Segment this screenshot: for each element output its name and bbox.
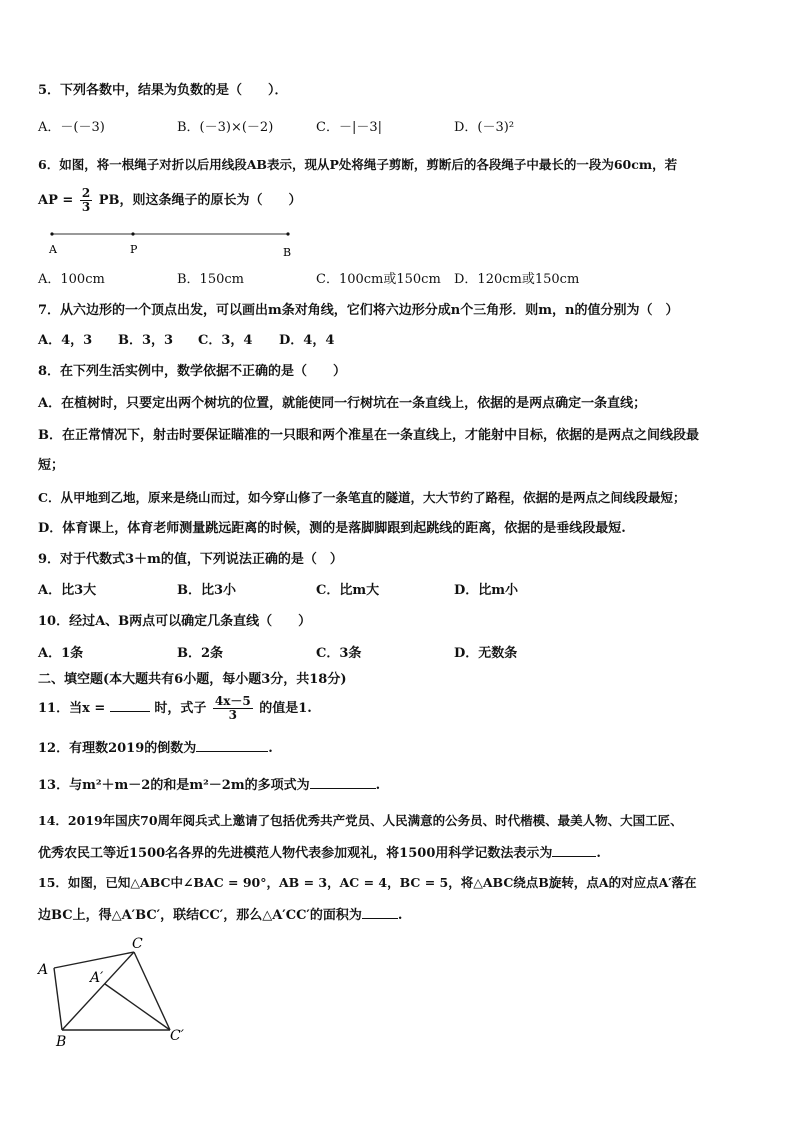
label-c-prime: C′ [170, 1028, 184, 1044]
q8-option-c: C．从甲地到乙地，原来是绕山而过，如今穿山修了一条笔直的隧道，大大节约了路程，依据的是两点之间线段最短； [38, 490, 686, 505]
label-p: P [130, 243, 138, 256]
q15-line2-post: . [397, 908, 403, 923]
q11-line [38, 693, 312, 725]
q9-option-d: D．比m小 [454, 583, 519, 598]
q13-post: . [375, 778, 381, 793]
q12-line [38, 739, 273, 757]
point-b [286, 232, 289, 235]
q10-stem: 10．经过A、B两点可以确定几条直线（ ） [38, 614, 312, 629]
q9-option-b: B．比3小 [177, 583, 237, 598]
q11-mid: 时，式子 [154, 701, 207, 716]
q9-stem: 9．对于代数式3＋m的值，下列说法正确的是（ ） [38, 552, 343, 567]
q6-after-frac: PB，则这条绳子的原长为（ ） [98, 193, 302, 208]
q6-stem: 6．如图，将一根绳子对折以后用线段AB表示，现从P处将绳子剪断，剪断后的各段绳子中最长的一段为60cm，若 [38, 157, 678, 172]
point-a [50, 232, 53, 235]
q5-stem: 5．下列各数中，结果为负数的是（ ）． [38, 83, 288, 98]
q6-option-c: C．100cm或150cm [316, 272, 441, 287]
q8-option-b-cont: 短； [38, 458, 65, 473]
point-p [131, 232, 134, 235]
q10-option-b: B．2条 [177, 646, 224, 661]
q7-option-d: D．4，4 [279, 333, 335, 348]
edge-cc1 [134, 952, 170, 1030]
q14-answer-blank[interactable] [552, 844, 596, 857]
q6-frac-den: 3 [81, 200, 91, 214]
section-fill-in-header: 二、填空题(本大题共有6小题，每小题3分，共18分) [38, 672, 347, 687]
q15-answer-blank[interactable] [362, 906, 398, 919]
q15-line2-pre: 边BC上，得△A′BC′，联结CC′，那么△A′CC′的面积为 [38, 908, 362, 923]
edge-ab [54, 968, 62, 1030]
q6-fraction [80, 187, 92, 214]
q15-triangle-figure [30, 932, 210, 1052]
label-b: B [283, 246, 292, 259]
q8-option-d: D．体育课上，体育老师测量跳远距离的时候，测的是落脚脚跟到起跳线的距离，依据的是垂线段最短. [38, 521, 626, 536]
q8-stem: 8．在下列生活实例中，数学依据不正确的是（ ） [38, 364, 347, 379]
q14-line2-post: . [596, 846, 601, 861]
edge-a1c1 [105, 984, 170, 1030]
q5-option-c: C．－|－3| [316, 120, 382, 135]
q11-frac-den: 3 [228, 708, 237, 722]
q9-option-a: A．比3大 [38, 583, 97, 598]
q11-pre: 11．当x = [38, 701, 106, 716]
q11-frac-num: 4x－5 [214, 694, 251, 708]
q12-answer-blank[interactable] [196, 739, 268, 752]
q10-option-d: D．无数条 [454, 646, 518, 661]
q6-ap-eq: AP = [38, 193, 74, 208]
q6-stem-line2 [38, 186, 301, 216]
q9-option-c: C．比m大 [316, 583, 380, 598]
label-a: A [38, 962, 49, 978]
q8-option-b: B．在正常情况下，射击时要保证瞄准的一只眼和两个准星在一条直线上，才能射中目标，依据的是两点之间线段最 [38, 428, 699, 443]
q10-option-c: C．3条 [316, 646, 362, 661]
q13-line [38, 776, 380, 794]
q7-option-c: C．3，4 [198, 333, 253, 348]
q14-line2-pre: 优秀农民工等近1500名各界的先进模范人物代表参加观礼，将1500用科学记数法表示为 [38, 846, 553, 861]
q6-segment-figure [40, 226, 310, 262]
q15-line1: 15．如图，已知△ABC中∠BAC = 90°，AB = 3，AC = 4，BC = 5，将△ABC绕点B旋转，点A的对应点A′落在 [38, 875, 697, 890]
label-a: A [49, 243, 57, 256]
q5-option-a: A．－(－3) [38, 120, 105, 135]
q7-stem: 7．从六边形的一个顶点出发，可以画出m条对角线，它们将六边形分成n个三角形．则m，n的值分别为（ ） [38, 303, 679, 318]
q5-option-d: D．(－3)² [454, 120, 515, 135]
q11-answer-blank[interactable] [110, 699, 150, 712]
q13-answer-blank[interactable] [310, 776, 376, 789]
q12-post: . [268, 741, 273, 756]
q10-option-a: A．1条 [38, 646, 84, 661]
label-c: C [132, 936, 143, 952]
q7-option-b: B．3，3 [118, 333, 174, 348]
q14-line1: 14．2019年国庆70周年阅兵式上邀请了包括优秀共产党员、人民满意的公务员、时代楷模、最美人物、大国工匠、 [38, 813, 683, 828]
label-a-prime: A′ [90, 970, 104, 986]
q8-option-a: A．在植树时，只要定出两个树坑的位置，就能使同一行树坑在一条直线上，依据的是两点确定一条直线； [38, 396, 647, 411]
q11-fraction [213, 695, 253, 722]
q14-line2 [38, 844, 601, 862]
q5-option-b: B．(－3)×(－2) [177, 120, 274, 135]
q6-option-d: D．120cm或150cm [454, 272, 580, 287]
q6-option-a: A．100cm [38, 272, 105, 287]
q12-pre: 12．有理数2019的倒数为 [38, 741, 197, 756]
q6-frac-num: 2 [81, 186, 91, 200]
label-b: B [56, 1034, 67, 1050]
q6-option-b: B．150cm [177, 272, 244, 287]
q13-pre: 13．与m²＋m－2的和是m²－2m的多项式为 [38, 778, 310, 793]
q15-line2 [38, 906, 402, 924]
q7-option-a: A．4，3 [38, 333, 93, 348]
q11-post: 的值是1. [259, 701, 312, 716]
